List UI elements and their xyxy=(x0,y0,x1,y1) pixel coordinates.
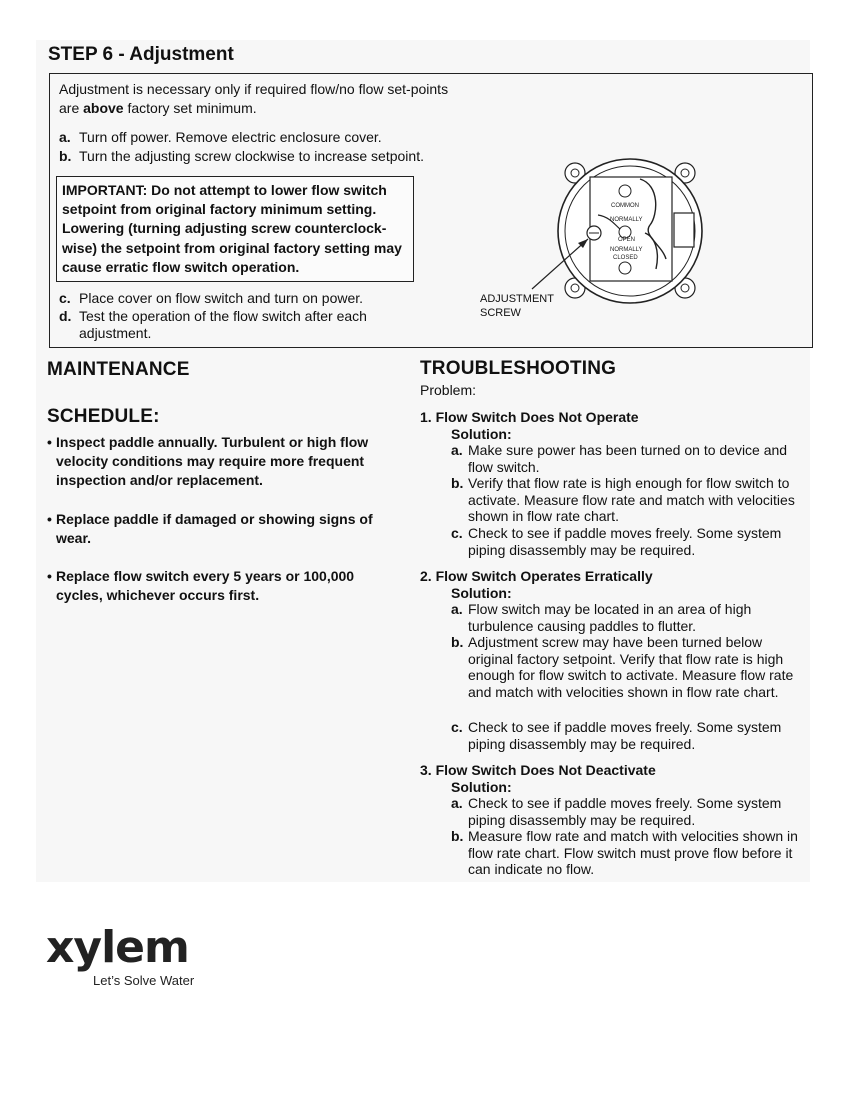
bullet-dot-icon: • xyxy=(47,511,52,527)
terminal-normally2-label: NORMALLY xyxy=(610,247,643,253)
solution-letter: a. xyxy=(451,601,463,617)
solution-letter: c. xyxy=(451,525,463,541)
step-intro xyxy=(59,80,459,118)
step-title: STEP 6 - Adjustment xyxy=(48,44,234,65)
solution-item xyxy=(451,719,801,752)
terminal-screw xyxy=(619,185,631,197)
problem-heading: 3. Flow Switch Does Not Deactivate xyxy=(420,762,656,778)
solution-item xyxy=(451,601,801,634)
schedule-bullet xyxy=(47,433,387,490)
important-notice: IMPORTANT: Do not attempt to lower flow switch setpoint from original factory minimum setting. Lowering (turning adjusting screw counterclock-wise) the setpoint from original factory setting may cause erratic flow switch operation. xyxy=(62,182,402,275)
terminal-open-label: OPEN xyxy=(618,237,636,243)
solution-text: Check to see if paddle moves freely. Some system piping disassembly may be required. xyxy=(468,525,782,558)
solution-label: Solution: xyxy=(451,779,512,795)
solution-text: Measure flow rate and match with velocities shown in flow rate chart. Flow switch must prove flow before it can indicate no flow. xyxy=(468,828,798,877)
maintenance-title: MAINTENANCE xyxy=(47,359,190,380)
bullet-dot-icon: • xyxy=(47,434,52,450)
solution-item xyxy=(451,795,801,828)
adjustment-screw-label xyxy=(480,292,554,320)
terminal-closed-label: CLOSED xyxy=(613,255,638,261)
solution-letter: b. xyxy=(451,828,464,844)
terminal-normally-label: NORMALLY xyxy=(610,217,643,223)
schedule-bullet xyxy=(47,567,387,605)
step-item-d xyxy=(59,308,399,342)
schedule-bullet xyxy=(47,510,387,548)
logo-wordmark: xylem xyxy=(46,922,189,973)
item-letter: a. xyxy=(59,129,71,145)
xylem-logo xyxy=(46,922,216,992)
label-line-2: SCREW xyxy=(480,307,521,319)
solution-letter: a. xyxy=(451,795,463,811)
item-letter: c. xyxy=(59,290,71,306)
item-letter: b. xyxy=(59,148,72,164)
solution-item xyxy=(451,475,801,525)
logo-tagline: Let’s Solve Water xyxy=(93,973,195,988)
item-text: Turn off power. Remove electric enclosure cover. xyxy=(79,129,382,145)
intro-text-2: factory set minimum. xyxy=(123,100,257,116)
bullet-text: Replace flow switch every 5 years or 100,000 cycles, whichever occurs first. xyxy=(56,568,355,603)
step-item-c xyxy=(59,290,399,307)
solution-letter: b. xyxy=(451,634,464,650)
solution-label: Solution: xyxy=(451,426,512,442)
intro-text-1: Adjustment is necessary only if required flow/no flow set-points are xyxy=(59,81,449,116)
solution-text: Check to see if paddle moves freely. Some system piping disassembly may be required. xyxy=(468,719,782,752)
terminal-screw xyxy=(619,262,631,274)
solution-item xyxy=(451,828,801,878)
step-item-b xyxy=(59,148,459,165)
item-text: Turn the adjusting screw clockwise to increase setpoint. xyxy=(79,148,424,164)
problem-heading: 1. Flow Switch Does Not Operate xyxy=(420,409,639,425)
schedule-title: SCHEDULE: xyxy=(47,406,160,427)
bullet-text: Inspect paddle annually. Turbulent or high flow velocity conditions may require more frequent inspection and/or replacement. xyxy=(56,434,369,488)
item-text: Test the operation of the flow switch after each adjustment. xyxy=(79,308,367,341)
solution-letter: a. xyxy=(451,442,463,458)
solution-text: Adjustment screw may have been turned below original factory setpoint. Verify that flow rate is high enough for flow switch to activate. Measure flow rate and match with velocities shown in flow rate chart. xyxy=(468,634,794,700)
conduit-port xyxy=(674,213,694,247)
solution-text: Flow switch may be located in an area of high turbulence causing paddles to flutter. xyxy=(468,601,752,634)
problem-label: Problem: xyxy=(420,382,477,398)
solution-item xyxy=(451,442,801,475)
bullet-dot-icon: • xyxy=(47,568,52,584)
solution-letter: c. xyxy=(451,719,463,735)
troubleshooting-title: TROUBLESHOOTING xyxy=(420,358,617,379)
bullet-text: Replace paddle if damaged or showing signs of wear. xyxy=(56,511,373,546)
solution-text: Check to see if paddle moves freely. Some system piping disassembly may be required. xyxy=(468,795,782,828)
problem-heading: 2. Flow Switch Operates Erratically xyxy=(420,568,653,584)
terminal-common-label: COMMON xyxy=(611,203,639,209)
solution-label: Solution: xyxy=(451,585,512,601)
solution-item xyxy=(451,634,801,700)
intro-bold: above xyxy=(83,100,124,116)
solution-text: Make sure power has been turned on to device and flow switch. xyxy=(468,442,788,475)
item-text: Place cover on flow switch and turn on power. xyxy=(79,290,364,306)
solution-text: Verify that flow rate is high enough for flow switch to activate. Measure flow rate and match with velocities shown in flow rate chart. xyxy=(468,475,795,524)
item-letter: d. xyxy=(59,308,72,324)
solution-item xyxy=(451,525,801,558)
solution-letter: b. xyxy=(451,475,464,491)
label-line-1: ADJUSTMENT xyxy=(480,293,554,305)
step-item-a xyxy=(59,129,459,146)
